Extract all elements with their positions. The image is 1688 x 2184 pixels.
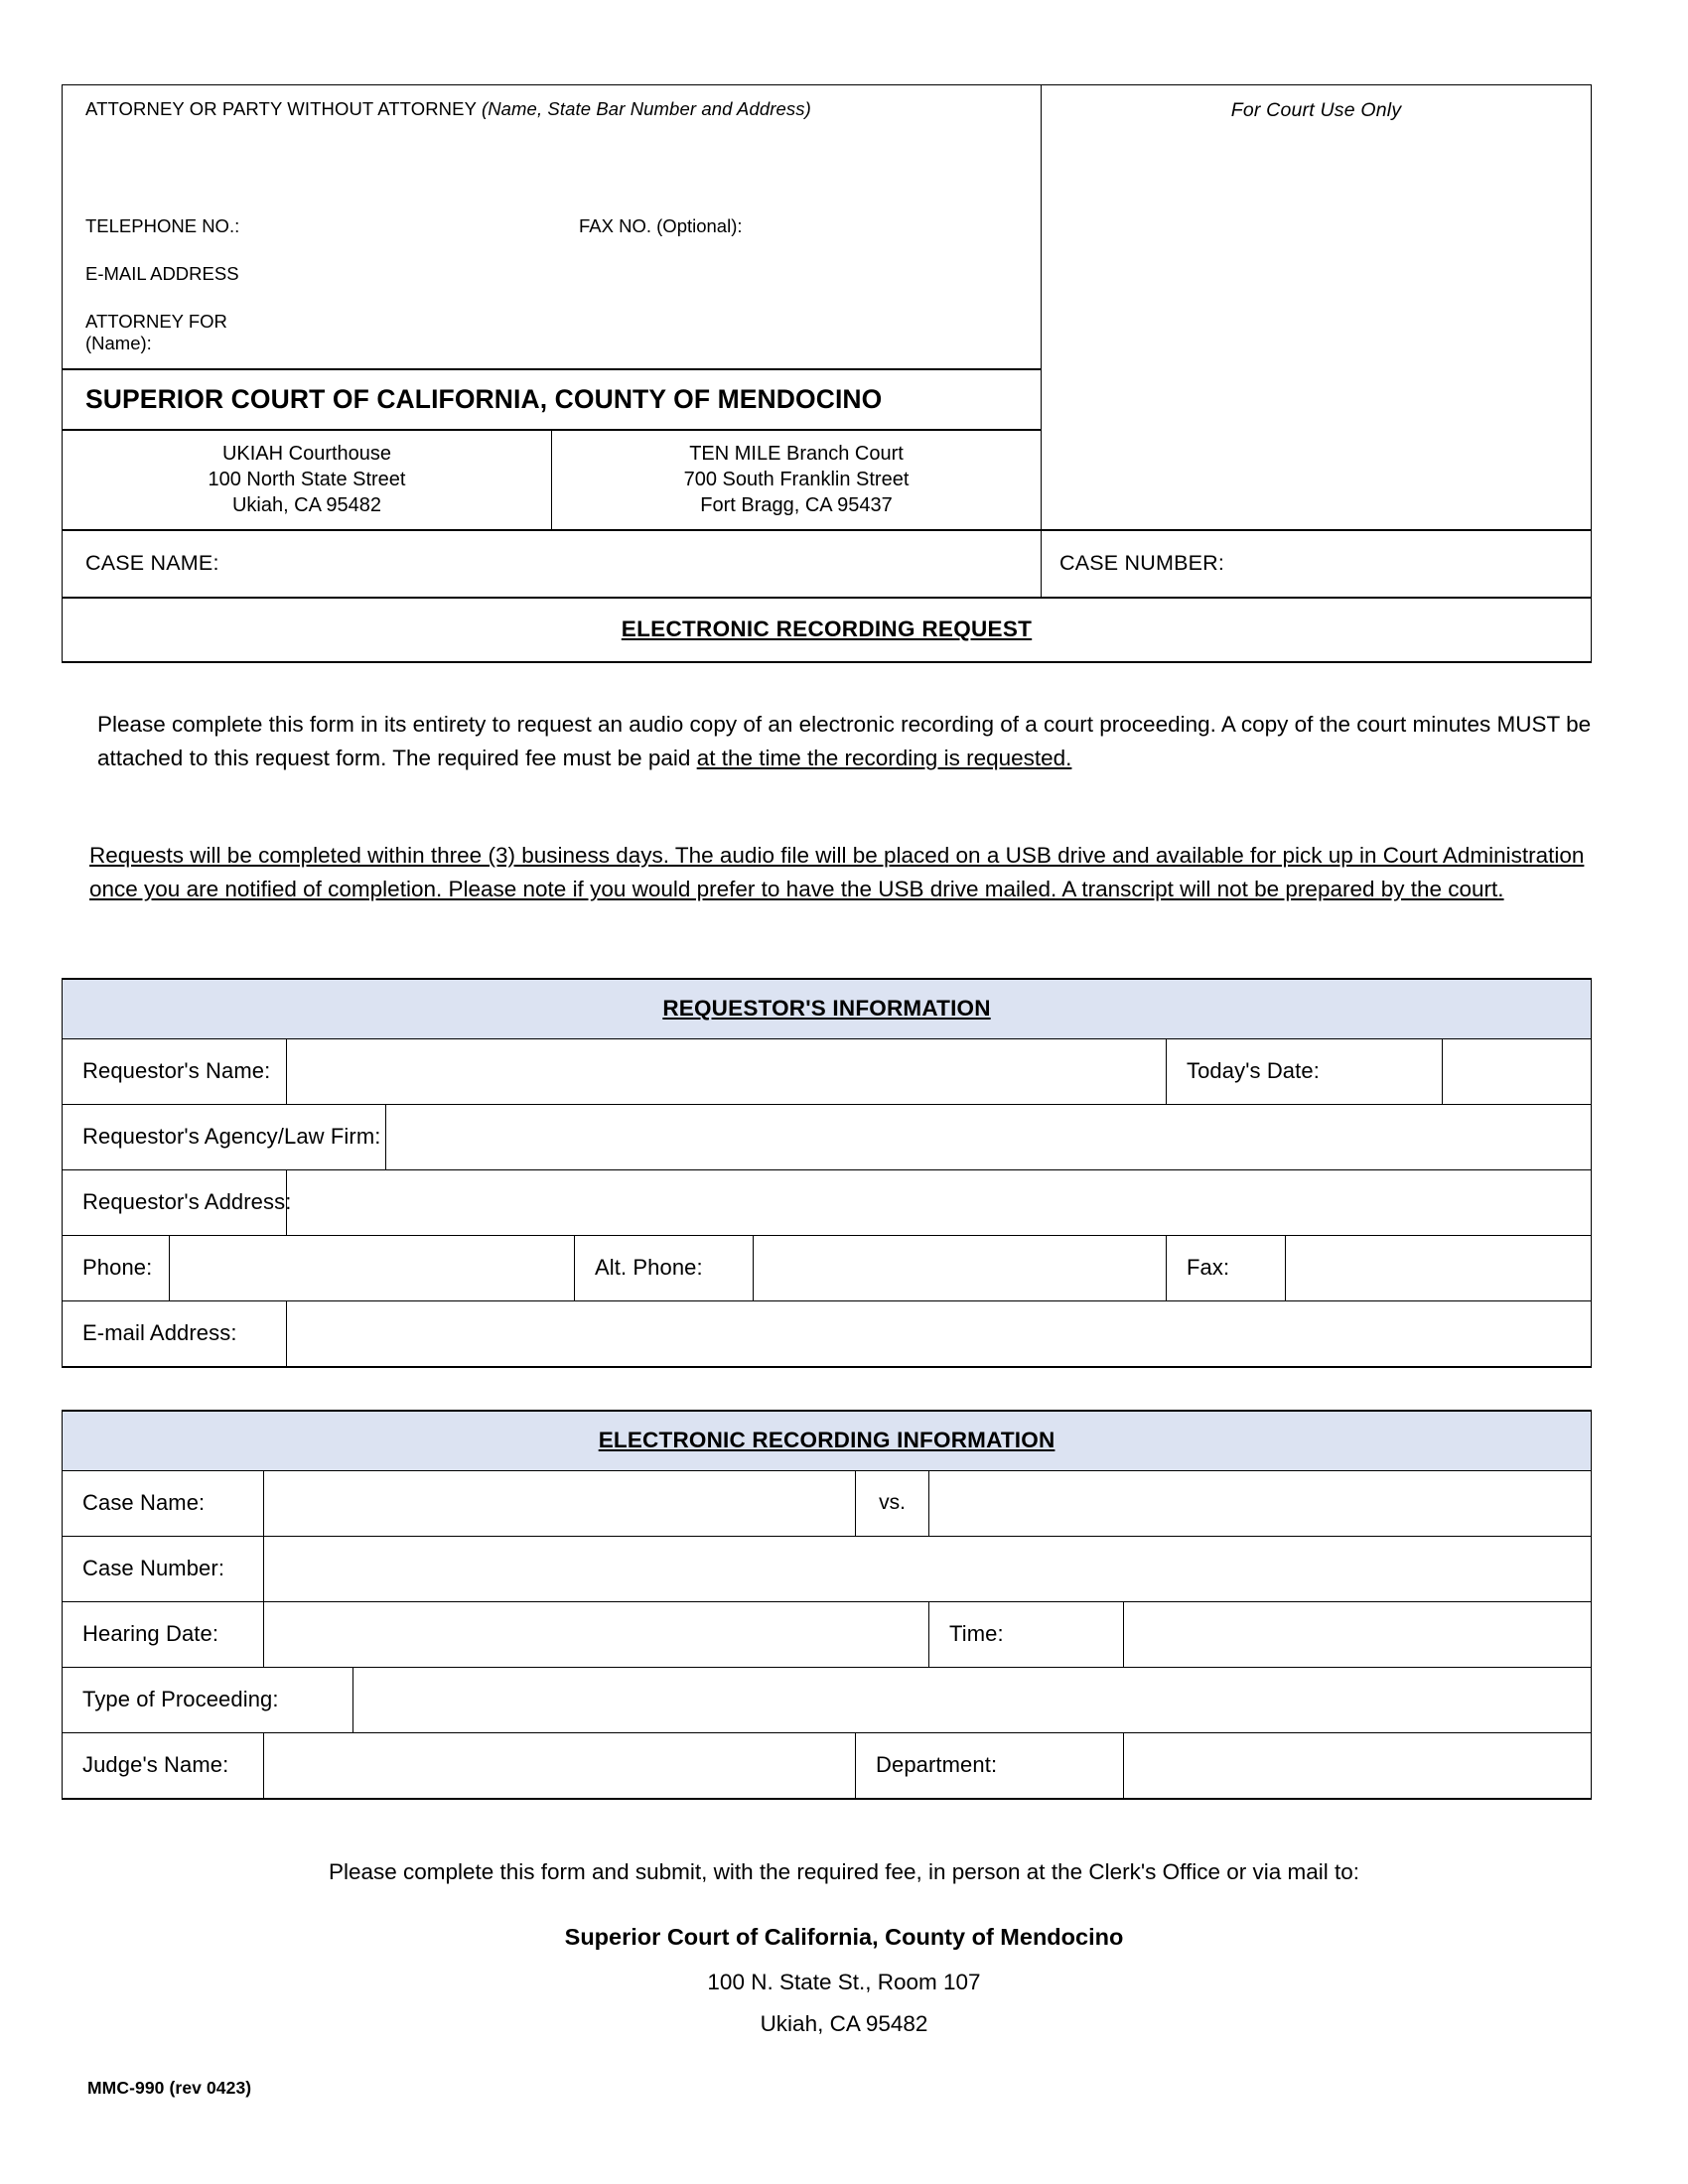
attorney-for-row bbox=[63, 311, 1041, 368]
requestor-fax-input[interactable] bbox=[1286, 1236, 1592, 1301]
requestor-information-table bbox=[62, 978, 1592, 1368]
recording-case-number-input[interactable] bbox=[264, 1537, 1592, 1602]
branch-ten-mile-name: TEN MILE Branch Court bbox=[689, 443, 904, 465]
table-row bbox=[63, 1236, 1592, 1301]
caption-block bbox=[62, 84, 1592, 663]
court-title: SUPERIOR COURT OF CALIFORNIA, COUNTY OF MENDOCINO bbox=[63, 369, 1042, 430]
email-label: E-MAIL ADDRESS bbox=[85, 263, 239, 284]
submit-instructions: Please complete this form and submit, with the required fee, in person at the Clerk's Office or via mail to: bbox=[328, 1859, 1360, 1884]
attorney-label bbox=[63, 85, 1041, 120]
email-row bbox=[63, 263, 1041, 297]
requestor-email-input[interactable] bbox=[287, 1301, 1592, 1368]
recording-hearing-date-label: Hearing Date: bbox=[63, 1602, 264, 1668]
footer-court-name: Superior Court of California, County of Mendocino bbox=[564, 1924, 1124, 1950]
recording-section-heading-text: ELECTRONIC RECORDING INFORMATION bbox=[598, 1428, 1055, 1452]
case-name-field[interactable] bbox=[63, 530, 1042, 598]
attorney-info-cell bbox=[63, 85, 1042, 370]
table-row bbox=[63, 1537, 1592, 1602]
form-title bbox=[63, 598, 1592, 662]
recording-time-input[interactable] bbox=[1124, 1602, 1592, 1668]
branch-ukiah bbox=[63, 431, 552, 529]
requestor-address-input[interactable] bbox=[287, 1170, 1592, 1236]
fax-label-colon: : bbox=[737, 215, 743, 236]
recording-section-heading bbox=[63, 1411, 1592, 1471]
requestor-alt-phone-label: Alt. Phone: bbox=[575, 1236, 754, 1301]
table-row bbox=[63, 1039, 1592, 1105]
recording-hearing-date-input[interactable] bbox=[264, 1602, 929, 1668]
case-number-field[interactable] bbox=[1042, 530, 1592, 598]
requestor-phone-label: Phone: bbox=[63, 1236, 170, 1301]
todays-date-input[interactable] bbox=[1443, 1039, 1592, 1105]
table-row bbox=[63, 1105, 1592, 1170]
table-row bbox=[63, 1471, 1592, 1537]
requestor-email-label: E-mail Address: bbox=[63, 1301, 287, 1368]
case-number-label: CASE NUMBER: bbox=[1059, 551, 1225, 575]
recording-time-label: Time: bbox=[929, 1602, 1124, 1668]
table-row bbox=[63, 1301, 1592, 1368]
requestor-alt-phone-input[interactable] bbox=[754, 1236, 1167, 1301]
requestor-agency-label: Requestor's Agency/Law Firm: bbox=[63, 1105, 386, 1170]
branch-ukiah-name: UKIAH Courthouse bbox=[221, 443, 392, 465]
requestor-name-label: Requestor's Name: bbox=[63, 1039, 287, 1105]
instructions-p1-text: Please complete this form in its entirety to request an audio copy of an electronic recording of a court proceeding. A copy of the court minutes MUST be attached to this request form. The required fee must be paid bbox=[97, 712, 1592, 771]
recording-case-name-vs-input[interactable] bbox=[929, 1471, 1592, 1537]
attorney-label-text: ATTORNEY OR PARTY WITHOUT ATTORNEY bbox=[85, 98, 477, 119]
recording-department-label: Department: bbox=[856, 1733, 1124, 1800]
table-row bbox=[63, 1170, 1592, 1236]
telephone-label: TELEPHONE NO.: bbox=[85, 215, 240, 236]
branch-ten-mile-citystatezip: Fort Bragg, CA 95437 bbox=[700, 494, 893, 516]
branches-cell bbox=[63, 430, 1042, 530]
recording-department-input[interactable] bbox=[1124, 1733, 1592, 1800]
case-name-label: CASE NAME: bbox=[85, 551, 219, 575]
court-use-only-cell bbox=[1042, 85, 1592, 531]
requestor-name-input[interactable] bbox=[287, 1039, 1167, 1105]
recording-judges-name-input[interactable] bbox=[264, 1733, 856, 1800]
recording-judges-name-label: Judge's Name: bbox=[63, 1733, 264, 1800]
requestor-address-label: Requestor's Address: bbox=[63, 1170, 287, 1236]
recording-vs-label: vs. bbox=[856, 1471, 929, 1537]
branch-ukiah-street: 100 North State Street bbox=[208, 469, 406, 490]
recording-case-number-label: Case Number: bbox=[63, 1537, 264, 1602]
fax-label: FAX NO. bbox=[579, 215, 651, 236]
requestor-agency-input[interactable] bbox=[386, 1105, 1592, 1170]
instructions-paragraph-1 bbox=[97, 708, 1599, 775]
attorney-for-label: ATTORNEY FOR bbox=[85, 311, 227, 332]
requestor-section-heading-text: REQUESTOR'S INFORMATION bbox=[662, 996, 991, 1021]
court-use-only-label: For Court Use Only bbox=[1230, 99, 1402, 121]
table-row bbox=[63, 1602, 1592, 1668]
footer-street: 100 N. State St., Room 107 bbox=[707, 1970, 981, 1994]
instructions-paragraph-2: Requests will be completed within three (3) business days. The audio file will be placed on a USB drive and available for pick up in Court Administration once you are notified of completion. Please note if you would prefer to have the USB drive mailed. A transcript will not be prepared by the court. bbox=[89, 843, 1585, 902]
recording-type-of-proceeding-input[interactable] bbox=[353, 1668, 1592, 1733]
fax-label-italic: (Optional) bbox=[656, 215, 738, 236]
branch-ukiah-citystatezip: Ukiah, CA 95482 bbox=[231, 494, 382, 516]
spacer-1 bbox=[63, 249, 1041, 263]
attorney-label-italic: (Name, State Bar Number and Address) bbox=[481, 98, 811, 119]
recording-case-name-label: Case Name: bbox=[63, 1471, 264, 1537]
spacer-2 bbox=[63, 297, 1041, 311]
attorney-for-name-italic: (Name) bbox=[85, 333, 147, 353]
table-row bbox=[63, 1733, 1592, 1800]
instructions-p1-underlined: at the time the recording is requested. bbox=[696, 746, 1072, 771]
telephone-row bbox=[63, 215, 1041, 249]
attorney-for-name-line bbox=[85, 333, 1041, 354]
recording-information-table bbox=[62, 1410, 1592, 1800]
table-row bbox=[63, 1668, 1592, 1733]
fax-label-group bbox=[579, 215, 743, 237]
requestor-phone-input[interactable] bbox=[170, 1236, 575, 1301]
requestor-section-heading bbox=[63, 979, 1592, 1039]
todays-date-label: Today's Date: bbox=[1167, 1039, 1443, 1105]
form-title-text: ELECTRONIC RECORDING REQUEST bbox=[621, 616, 1033, 641]
requestor-fax-label: Fax: bbox=[1167, 1236, 1286, 1301]
attorney-for-colon: : bbox=[146, 333, 152, 353]
footer-citystatezip: Ukiah, CA 95482 bbox=[760, 2011, 928, 2036]
branch-ten-mile bbox=[552, 431, 1042, 529]
form-number: MMC-990 (rev 0423) bbox=[87, 2078, 252, 2098]
recording-type-of-proceeding-label: Type of Proceeding: bbox=[63, 1668, 353, 1733]
branch-ten-mile-street: 700 South Franklin Street bbox=[683, 469, 910, 490]
attorney-entry-space[interactable] bbox=[63, 120, 1041, 215]
recording-case-name-input[interactable] bbox=[264, 1471, 856, 1537]
